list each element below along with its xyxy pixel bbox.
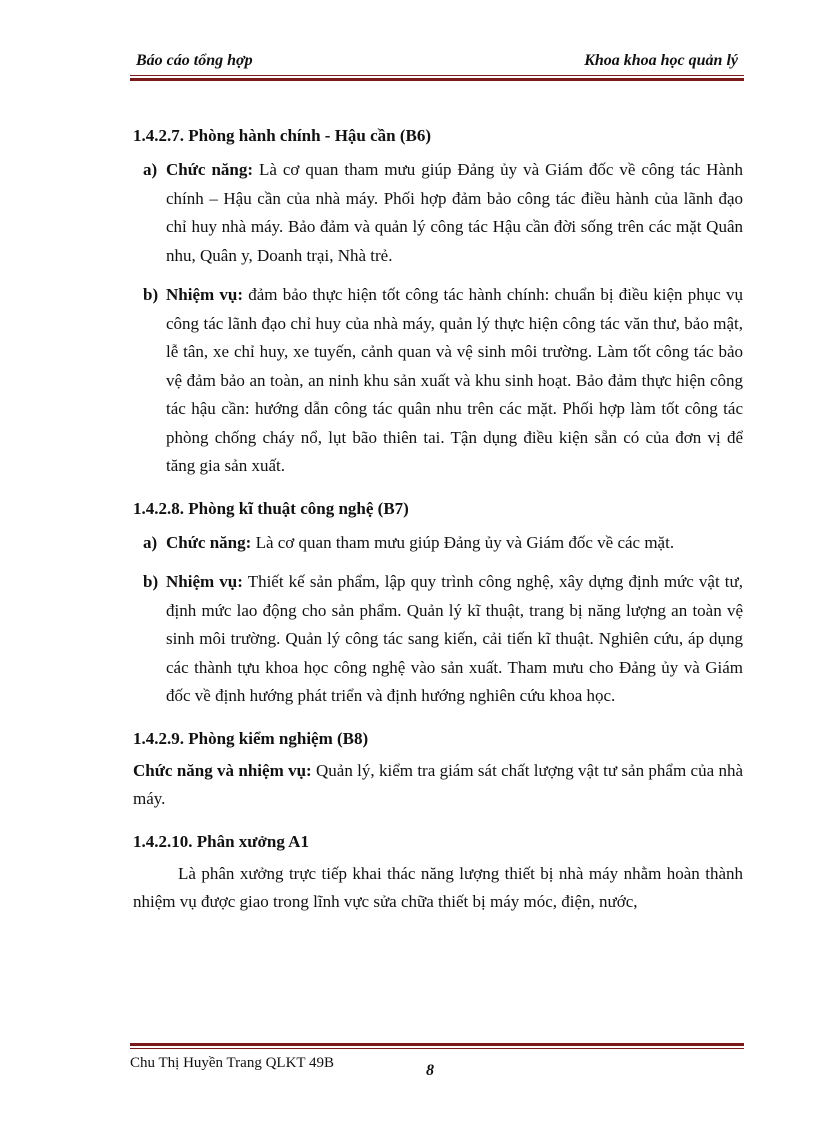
list-item-b6-b [133, 281, 743, 481]
list-item-b6-a [133, 156, 743, 270]
list-item-b7-b [133, 568, 743, 711]
item-text: Là cơ quan tham mưu giúp Đảng ủy và Giám đốc về công tác Hành chính – Hậu cần của nhà máy. Phối hợp đảm bảo công tác điều hành của lãnh đạo chỉ huy nhà máy. Bảo đảm và quản lý công tác Hậu cần đời sống trên các mặt Quân nhu, Quân y, Doanh trại, Nhà trẻ. [166, 160, 743, 265]
header-rule-thick [130, 78, 744, 81]
page-content [133, 122, 743, 917]
term-label: Chức năng: [166, 160, 254, 179]
paragraph-b8 [133, 757, 743, 814]
list-label: a) [143, 532, 158, 552]
item-text: đảm bảo thực hiện tốt công tác hành chính: chuẩn bị điều kiện phục vụ công tác lãnh đạo chỉ huy của nhà máy, quản lý thực hiện công tác văn thư, bảo mật, lễ tân, xe chỉ huy, xe tuyến, cảnh quan và vệ sinh môi trường. Làm tốt công tác bảo vệ đảm bảo an toàn, an ninh khu sản xuất và khu sinh hoạt. Bảo đảm thực hiện công tác hậu cần: hướng dẫn công tác quân nhu trên các mặt. Phối hợp làm tốt công tác phòng chống cháy nổ, lụt bão thiên tai. Tận dụng điều kiện sẵn có của đơn vị để tăng gia sản xuất. [166, 285, 743, 475]
list-item-b7-a [133, 529, 743, 558]
page-number: 8 [426, 1062, 434, 1079]
page-header [130, 50, 744, 76]
item-text: Là cơ quan tham mưu giúp Đảng ủy và Giám đốc về các mặt. [251, 532, 675, 552]
page-footer [130, 1046, 744, 1086]
list-label: b) [143, 285, 159, 304]
paragraph-text: Quản lý, kiểm tra giám sát chất lượng vật tư sản phẩm của nhà máy. [133, 760, 743, 808]
header-right-title: Khoa khoa học quản lý [584, 52, 738, 69]
section-heading-b6: 1.4.2.7. Phòng hành chính - Hậu cần (B6) [133, 126, 432, 145]
header-left-title: Báo cáo tổng hợp [136, 52, 253, 69]
list-label: a) [143, 160, 158, 179]
item-text: Thiết kế sản phẩm, lập quy trình công nghệ, xây dựng định mức vật tư, định mức lao động cho sản phẩm. Quản lý kĩ thuật, trang bị năng lượng an toàn vệ sinh môi trường. Quản lý công tác sang kiến, cải tiến kĩ thuật. Nghiên cứu, áp dụng các thành tựu khoa học công nghệ vào sản xuất. Tham mưu cho Đảng ủy và Giám đốc về định hướng phát triển và định hướng nghiên cứu khoa học. [166, 572, 743, 705]
section-heading-a1: 1.4.2.10. Phân xưởng A1 [133, 831, 309, 851]
header-rule-thin [130, 75, 744, 76]
term-label: Nhiệm vụ: [166, 572, 243, 591]
term-label: Nhiệm vụ: [166, 285, 243, 304]
section-heading-b7: 1.4.2.8. Phòng kĩ thuật công nghệ (B7) [133, 498, 409, 518]
section-heading-b8: 1.4.2.9. Phòng kiểm nghiệm (B8) [133, 728, 369, 748]
list-label: b) [143, 572, 159, 591]
footer-author: Chu Thị Huyền Trang QLKT 49B [130, 1055, 335, 1071]
paragraph-a1: Là phân xưởng trực tiếp khai thác năng lượng thiết bị nhà máy nhằm hoàn thành nhiệm vụ được giao trong lĩnh vực sửa chữa thiết bị máy móc, điện, nước, [133, 863, 743, 911]
term-label: Chức năng và nhiệm vụ: [133, 760, 312, 780]
term-label: Chức năng: [166, 532, 252, 552]
